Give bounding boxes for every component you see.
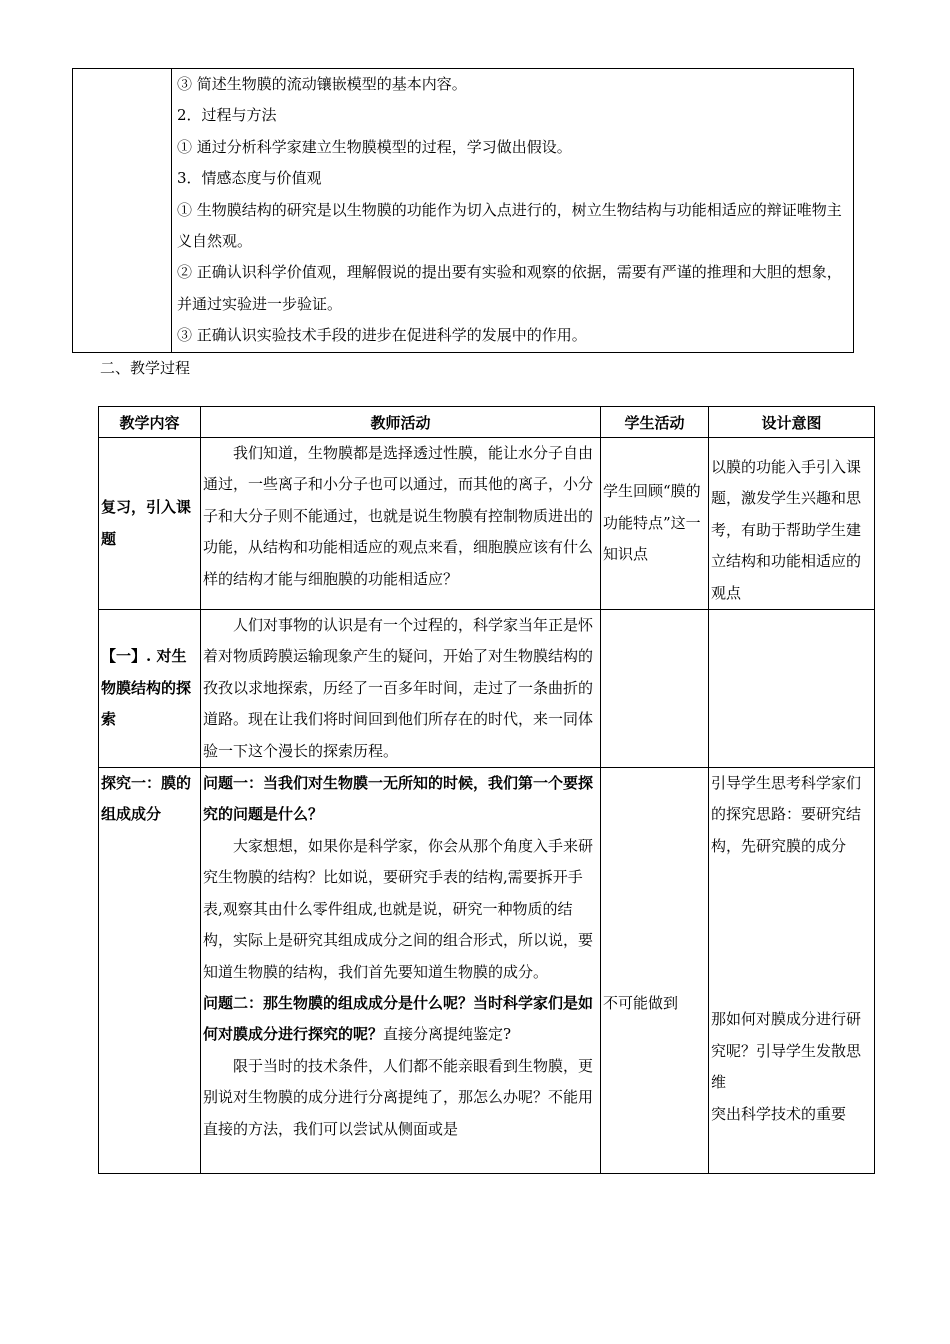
intent-text-2: 那如何对膜成分进行研究呢？引导学生发散思维 <box>711 1010 862 1092</box>
objectives-table <box>72 68 854 353</box>
table-row <box>99 768 875 1174</box>
row-intent: 以膜的功能入手引入课题，激发学生兴趣和思考，有助于帮助学生建立结构和功能相适应的观点 <box>709 438 875 610</box>
process-table <box>98 406 875 1174</box>
header-intent: 设计意图 <box>709 407 875 438</box>
header-teacher: 教师活动 <box>201 407 601 438</box>
objective-k3: ③ 简述生物膜的流动镶嵌模型的基本内容。 <box>177 75 467 93</box>
header-student: 学生活动 <box>601 407 709 438</box>
question-2-block <box>203 988 598 1051</box>
table-row <box>99 438 875 610</box>
objective-e2: ② 正确认识科学价值观，理解假说的提出要有实验和观察的依据，需要有严谨的推理和大胆的想象，并通过实验进一步验证。 <box>177 263 842 313</box>
objective-e1: ① 生物膜结构的研究是以生物膜的功能作为切入点进行的，树立生物结构与功能相适应的辩证唯物主义自然观。 <box>177 200 842 251</box>
section-title: 二、教学过程 <box>100 359 191 377</box>
objective-p1: ① 通过分析科学家建立生物膜模型的过程，学习做出假设。 <box>177 137 572 156</box>
row-content: 探究一：膜的组成成分 <box>99 768 201 1174</box>
question-2-tail: 直接分离提纯鉴定? <box>383 1025 512 1044</box>
objective-heading-attitude: 3．情感态度与价值观 <box>177 169 322 188</box>
table-row <box>99 610 875 768</box>
header-row <box>99 407 875 438</box>
teacher-text-1: 大家想想，如果你是科学家，你会从那个角度入手来研究生物膜的结构？比如说，要研究手表的结构,需要拆开手表,观察其由什么零件组成,也就是说，研究一种物质的结构，实际上是研究其组成成分之间的组合形式，所以说，要知道生物膜的结构，我们首先要知道生物膜的成分。 <box>203 836 594 981</box>
objective-e3: ③ 正确认识实验技术手段的进步在促进科学的发展中的作用。 <box>177 326 587 345</box>
header-content: 教学内容 <box>99 407 201 438</box>
row-teacher <box>201 768 601 1174</box>
row-student <box>601 610 709 768</box>
objectives-blank-cell <box>73 69 172 353</box>
row-content: 【一】. 对生物膜结构的探索 <box>99 610 201 768</box>
intent-text-1: 引导学生思考科学家们的探究思路：要研究结构，先研究膜的成分 <box>711 774 862 855</box>
objectives-cell <box>172 69 854 353</box>
teacher-text-2: 限于当时的技术条件，人们都不能亲眼看到生物膜，更别说对生物膜的成分进行分离提纯了，那怎么办呢？不能用直接的方法，我们可以尝试从侧面或是 <box>203 1056 594 1138</box>
row-content: 复习，引入课题 <box>99 438 201 610</box>
row-teacher: 我们知道，生物膜都是选择透过性膜，能让水分子自由通过，一些离子和小分子也可以通过，而其他的离子，小分子和大分子则不能通过，也就是说生物膜有控制物质进出的功能，从结构和功能相适应的观点来看，细胞膜应该有什么样的结构才能与细胞膜的功能相适应？ <box>201 438 601 610</box>
intent-text-3: 突出科学技术的重要 <box>711 1104 847 1123</box>
question-2: 问题二：那生物膜的组成成分是什么呢？当时科学家们是如何对膜成分进行探究的呢？ <box>203 993 594 1044</box>
question-1: 问题一：当我们对生物膜一无所知的时候，我们第一个要探究的问题是什么？ <box>203 774 594 824</box>
row-teacher: 人们对事物的认识是有一个过程的，科学家当年正是怀着对物质跨膜运输现象产生的疑问，开始了对生物膜结构的孜孜以求地探索，历经了一百多年时间，走过了一条曲折的道路。现在让我们将时间回到他们所存在的时代，来一同体验一下这个漫长的探索历程。 <box>201 610 601 768</box>
row-intent <box>709 610 875 768</box>
row-student: 学生回顾“膜的功能特点”这一知识点 <box>601 438 709 610</box>
student-text: 不可能做到 <box>603 994 679 1013</box>
row-student <box>601 768 709 1174</box>
objective-heading-process: 2．过程与方法 <box>177 106 277 125</box>
row-intent <box>709 768 875 1174</box>
